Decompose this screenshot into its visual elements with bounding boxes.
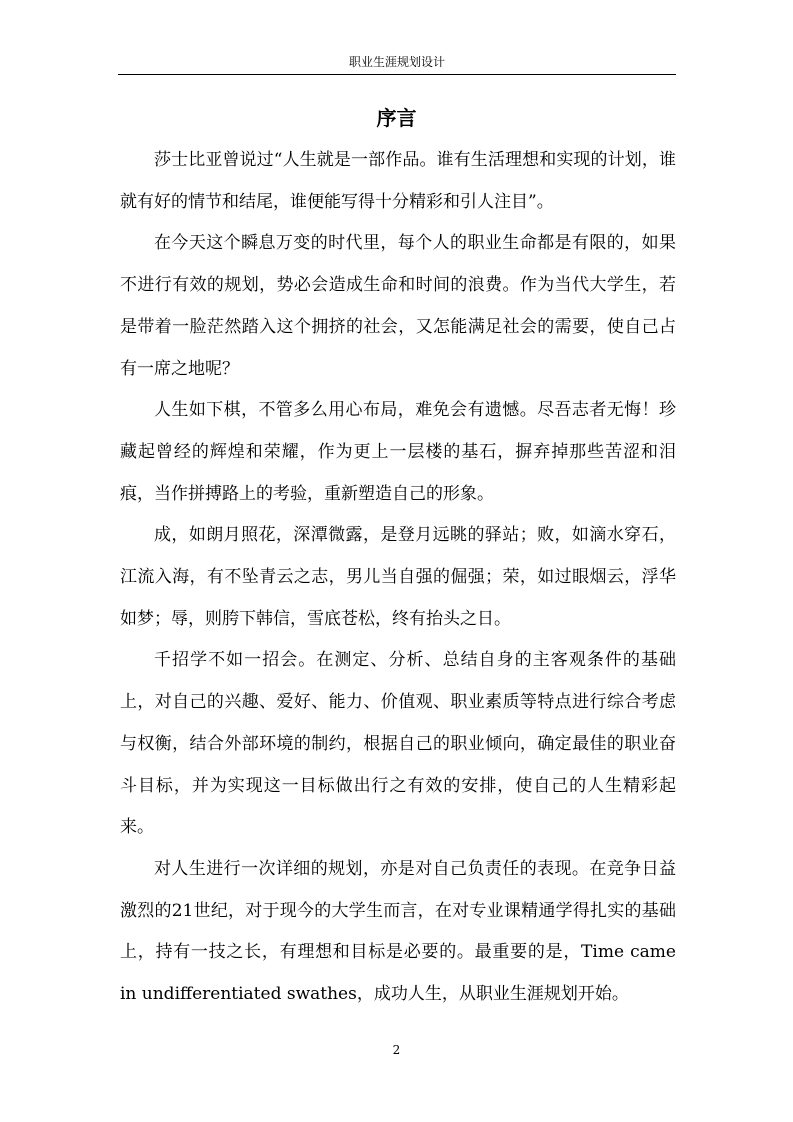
section-title: 序言	[376, 106, 417, 130]
paragraph: 莎士比亚曾说过“人生就是一部作品。谁有生活理想和实现的计划，谁就有好的情节和结尾，谁便能写得十分精彩和引人注目”。	[120, 150, 676, 212]
paragraph: 人生如下棋，不管多么用心布局，难免会有遗憾。尽吾志者无悔！珍藏起曾经的辉煌和荣耀，作为更上一层楼的基石，摒弃掉那些苦涩和泪痕，当作拼搏路上的考验，重新塑造自己的形象。	[120, 400, 676, 504]
running-header: 职业生涯规划设计	[348, 55, 445, 69]
paragraph: 成，如朗月照花，深潭微露，是登月远眺的驿站；败，如滴水穿石，江流入海，有不坠青云之志，男儿当自强的倔强；荣，如过眼烟云，浮华如梦；辱，则胯下韩信，雪底苍松，终有抬头之日。	[120, 525, 676, 629]
body-text	[120, 140, 676, 1016]
paragraph: 千招学不如一招会。在测定、分析、总结自身的主客观条件的基础上，对自己的兴趣、爱好、能力、价值观、职业素质等特点进行综合考虑与权衡，结合外部环境的制约，根据自己的职业倾向，确定最佳的职业奋斗目标，并为实现这一目标做出行之有效的安排，使自己的人生精彩起来。	[120, 650, 676, 838]
header-rule	[118, 74, 676, 75]
paragraph: 对人生进行一次详细的规划，亦是对自己负责任的表现。在竞争日益激烈的21世纪，对于现今的大学生而言，在对专业课精通学得扎实的基础上，持有一技之长，有理想和目标是必要的。最重要的是，Time came in undifferentiated swathes，成功人生，从职业生涯规划开始。	[120, 858, 676, 1005]
paragraph: 在今天这个瞬息万变的时代里，每个人的职业生命都是有限的，如果不进行有效的规划，势必会造成生命和时间的浪费。作为当代大学生，若是带着一脸茫然踏入这个拥挤的社会，又怎能满足社会的需要，使自己占有一席之地呢？	[120, 233, 676, 379]
page-number: 2	[392, 1043, 401, 1057]
